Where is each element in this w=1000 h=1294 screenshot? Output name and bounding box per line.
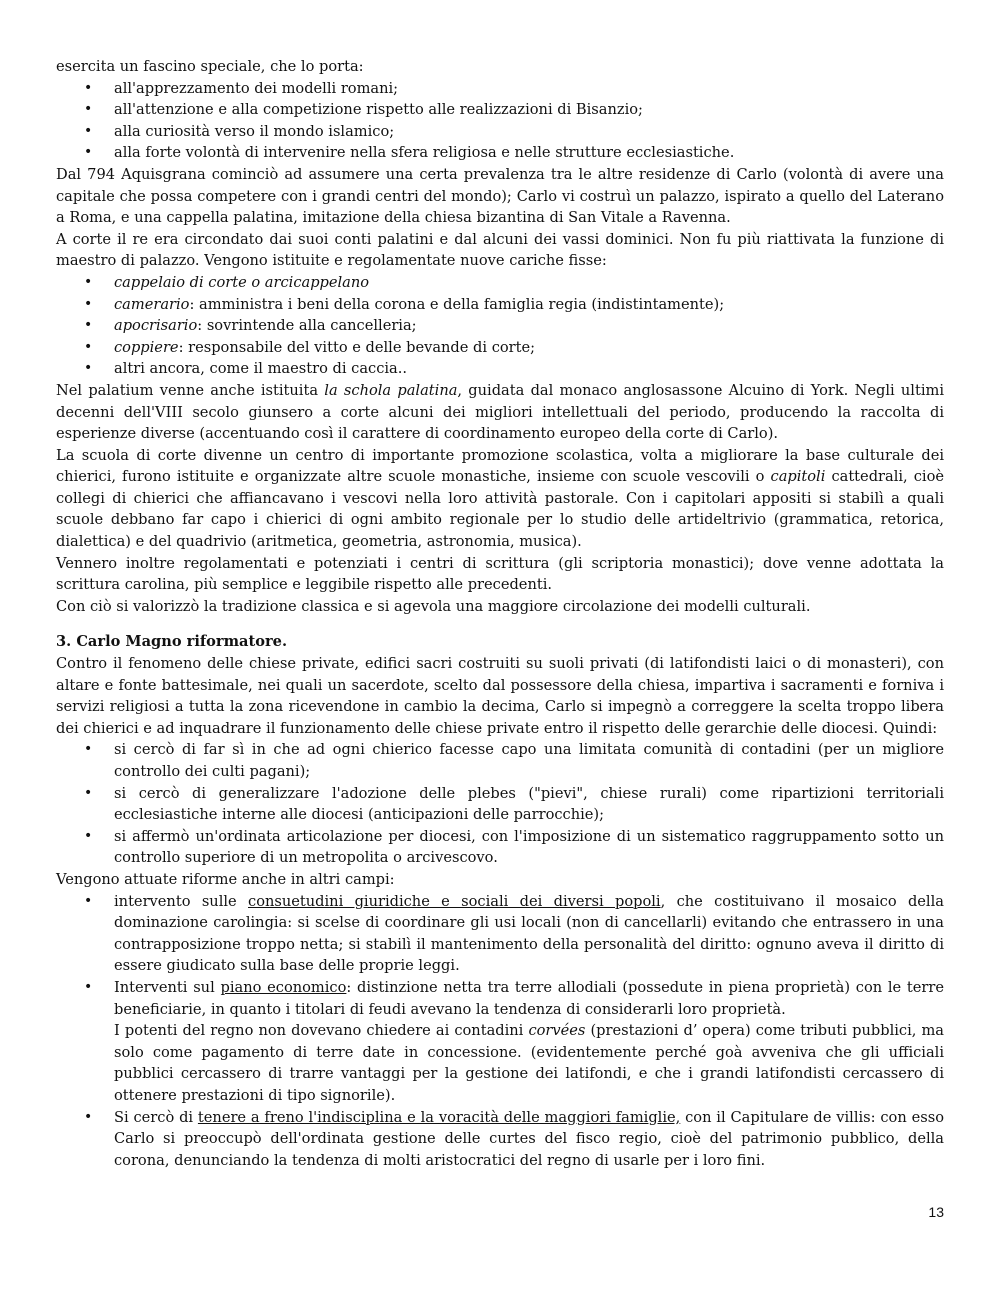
list-item: • si cercò di far sì in che ad ogni chierico facesse capo una limitata comunità di contadini (per un migliore controllo dei culti pagani);	[56, 739, 944, 782]
office-description: : amministra i beni della corona e della famiglia regia (indistintamente);	[189, 295, 725, 313]
list-item	[56, 294, 944, 316]
paragraph-corte: A corte il re era circondato dai suoi conti palatini e dal alcuni dei vassi dominici. Non fu più riattivata la funzione di maestro di palazzo. Vengono istituite e regolamentate nuove cariche fisse:	[56, 230, 944, 270]
document-page	[56, 56, 944, 1171]
list-item: • alla curiosità verso il mondo islamico;	[56, 121, 944, 143]
list-item	[56, 337, 944, 359]
text-run: cattedrali, cioè collegi di chierici che affiancavano i vescovi nella loro attività pastorale. Con i capitolari appositi si stabilì a quali scuole debbano far capo i chierici di ogni ambito regionale per lo studio delle artideltrivio (grammatica, retorica, dialettica) e del quadrivio (aritmetica, geometria, astronomia, musica).	[56, 468, 945, 551]
underlined-phrase: tenere a freno l'indisciplina e la voracità delle maggiori famiglie,	[197, 1108, 681, 1126]
list-diocesi	[56, 739, 944, 869]
underlined-phrase: piano economico	[220, 978, 347, 996]
paragraph-scrittura: Vennero inoltre regolamentati e potenziati i centri di scrittura (gli scriptoria monastici); dove venne adottata la scrittura carolina, più semplice e leggibile rispetto alle precedenti.	[56, 554, 944, 594]
office-term: cappelaio di corte o arcicappelano	[114, 273, 370, 291]
page-number: 13	[928, 1204, 944, 1220]
text-run: Nel palatium venne anche istituita	[56, 381, 325, 399]
text-run: con il Capitulare de villis: con esso Carlo si preoccupò dell'ordinata gestione delle curtes del fisco regio, cioè del patrimonio pubblico, della corona, denunciando la tendenza di molti aristocratici del regno di usarle per i loro fini.	[114, 1108, 944, 1169]
paragraph-schola	[56, 380, 944, 445]
paragraph-chiese: Contro il fenomeno delle chiese private, edifici sacri costruiti su suoli privati (di latifondisti laici o di monasteri), con altare e fonte battesimale, nei quali un sacerdote, scelto dal possessore della chiesa, impartiva i sacramenti e forniva i servizi religiosi a tutta la zona ricevendone in cambio la decima, Carlo si impegnò a correggere la scelta troppo libera dei chierici e ad inquadrare il funzionamento delle chiese private entro il rispetto delle gerarchie delle diocesi. Quindi:	[56, 655, 944, 737]
list-item	[56, 358, 944, 380]
list-item: • si cercò di generalizzare l'adozione delle plebes ("pievi", chiese rurali) come ripartizioni territoriali ecclesiastiche interne alle diocesi (anticipazioni delle parrocchie);	[56, 783, 944, 826]
office-description: : sovrintende alla cancelleria;	[197, 317, 417, 335]
list-item: • si affermò un'ordinata articolazione per diocesi, con l'imposizione di un sistematico raggruppamento sotto un controllo superiore di un metropolita o arcivescovo.	[56, 826, 944, 869]
office-description: : responsabile del vitto e delle bevande di corte;	[178, 338, 536, 356]
list-item	[56, 891, 944, 977]
intro-line: esercita un fascino speciale, che lo porta:	[56, 58, 364, 75]
list-reforms	[56, 891, 944, 1172]
office-description: altri ancora, come il maestro di caccia..	[114, 360, 408, 378]
italic-term: capitoli	[770, 468, 826, 486]
text-run: I potenti del regno non dovevano chiedere ai contadini	[114, 1022, 529, 1040]
text-run: Si cercò di	[114, 1108, 198, 1126]
italic-term: corvées	[528, 1022, 586, 1040]
office-term: camerario	[114, 295, 190, 313]
paragraph-scuola	[56, 445, 944, 553]
paragraph-riforme: Vengono attuate riforme anche in altri campi:	[56, 870, 395, 888]
list-item: • all'attenzione e alla competizione rispetto alle realizzazioni di Bisanzio;	[56, 99, 944, 121]
text-run: (prestazioni d’ opera) come tributi pubblici, ma solo come pagamento di terre date in concessione. (evidentemente perché goà avveniva che gli ufficiali pubblici cercassero di trarre vantaggi per la gestione dei latifondi, e che i grandi latifondisti cercassero di ottenere prestazioni di tipo signorile).	[114, 1022, 945, 1104]
paragraph-aquisgrana: Dal 794 Aquisgrana cominciò ad assumere una certa prevalenza tra le altre residenze di Carlo (volontà di avere una capitale che possa competere con i grandi centri del mondo); Carlo vi costruì un palazzo, ispirato a quello del Laterano a Roma, e una cappella palatina, imitazione della chiesa bizantina di San Vitale a Ravenna.	[56, 165, 944, 227]
office-term: coppiere	[114, 338, 179, 356]
list-item	[56, 272, 944, 294]
section-heading: 3. Carlo Magno riformatore.	[56, 633, 288, 651]
text-run: La scuola di corte divenne un centro di importante promozione scolastica, volta a migliorare la base culturale dei chierici, furono istituite e organizzate altre scuole monastiche, insieme con scuole vescovili o	[56, 446, 944, 486]
list-item	[56, 315, 944, 337]
paragraph-valorizzo: Con ciò si valorizzò la tradizione classica e si agevola una maggiore circolazione dei modelli culturali.	[56, 597, 811, 615]
italic-term: la schola palatina	[324, 381, 458, 399]
underlined-phrase: consuetudini giuridiche e sociali dei diversi popoli	[248, 892, 661, 910]
list-item	[56, 977, 944, 1107]
office-term: apocrisario	[114, 317, 198, 335]
list-influences	[56, 78, 944, 164]
text-run: , guidata dal monaco anglosassone Alcuino di York. Negli ultimi decenni dell'VIII secolo giunsero a corte alcuni dei migliori intellettuali del periodo, producendo la raccolta di esperienze diverse (accentuando così il carattere di coordinamento europeo della corte di Carlo).	[56, 381, 945, 443]
text-run: , che costituivano il mosaico della dominazione carolingia: si scelse di coordinare gli usi locali (non di cancellarli) evitando che entrassero in una contrapposizione troppo netta; si stabilì il mantenimento della personalità del diritto: ognuno aveva il diritto di essere giudicato sulla base delle proprie leggi.	[114, 892, 944, 975]
list-item: • alla forte volontà di intervenire nella sfera religiosa e nelle strutture ecclesiastiche.	[56, 142, 944, 164]
list-item: • all'apprezzamento dei modelli romani;	[56, 78, 944, 100]
list-court-offices	[56, 272, 944, 380]
text-run: Interventi sul	[114, 978, 221, 996]
text-run: : distinzione netta tra terre allodiali (possedute in piena proprietà) con le terre beneficiarie, in quanto i titolari di feudi avevano la tendenza di considerarli loro proprietà.	[114, 978, 944, 1018]
list-item	[56, 1107, 944, 1172]
text-run: intervento sulle	[114, 892, 249, 910]
